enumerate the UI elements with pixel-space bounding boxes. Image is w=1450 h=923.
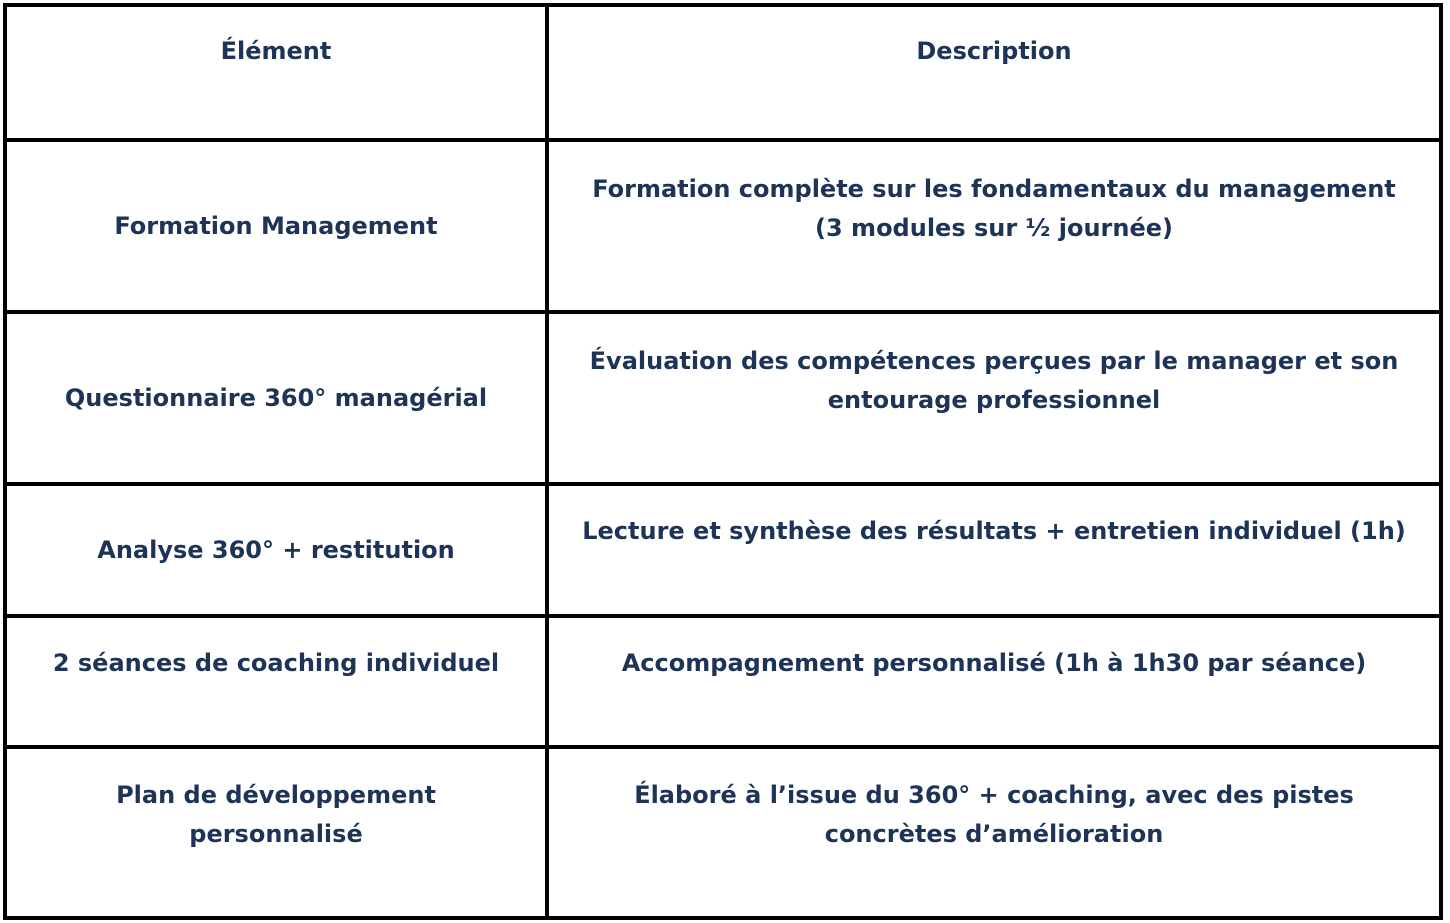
row-1-description-line-2: (3 modules sur ½ journée) <box>815 214 1173 242</box>
row-3-description <box>549 482 1439 614</box>
row-4-element <box>7 614 549 745</box>
row-2-element-text: Questionnaire 360° managérial <box>64 383 488 412</box>
row-2-description <box>549 310 1439 482</box>
header-element <box>7 7 549 138</box>
row-5-element-text <box>116 776 436 854</box>
row-5-description-text <box>634 776 1354 854</box>
row-4-element-text: 2 séances de coaching individuel <box>52 649 500 677</box>
row-4-description-line-1: Accompagnement personnalisé (1h à 1h30 par séance) <box>621 649 1367 677</box>
row-3-element-text: Analyse 360° + restitution <box>97 535 455 564</box>
row-5-description-line-2: concrètes d’amélioration <box>824 820 1164 848</box>
row-5-element-line-2: personnalisé <box>189 820 363 848</box>
header-element-label: Élément <box>220 37 332 65</box>
row-5-description <box>549 745 1439 916</box>
row-1-description <box>549 138 1439 310</box>
header-description <box>549 7 1439 138</box>
row-5-element <box>7 745 549 916</box>
row-2-description-text <box>590 342 1399 420</box>
row-5-description-line-1: Élaboré à l’issue du 360° + coaching, avec des pistes <box>634 781 1354 809</box>
row-5-element-line-1: Plan de développement <box>116 781 436 809</box>
row-1-element-text: Formation Management <box>114 211 438 240</box>
row-1-description-line-1: Formation complète sur les fondamentaux du management <box>592 175 1396 203</box>
row-1-description-text <box>592 170 1396 248</box>
row-2-description-line-2: entourage professionnel <box>827 386 1161 414</box>
row-4-description <box>549 614 1439 745</box>
row-3-description-line-1: Lecture et synthèse des résultats + entretien individuel (1h) <box>582 517 1406 545</box>
row-1-element <box>7 138 549 310</box>
row-3-element <box>7 482 549 614</box>
row-2-element <box>7 310 549 482</box>
row-2-description-line-1: Évaluation des compétences perçues par le manager et son <box>589 347 1399 375</box>
program-table <box>3 3 1443 920</box>
header-description-label: Description <box>916 37 1072 65</box>
